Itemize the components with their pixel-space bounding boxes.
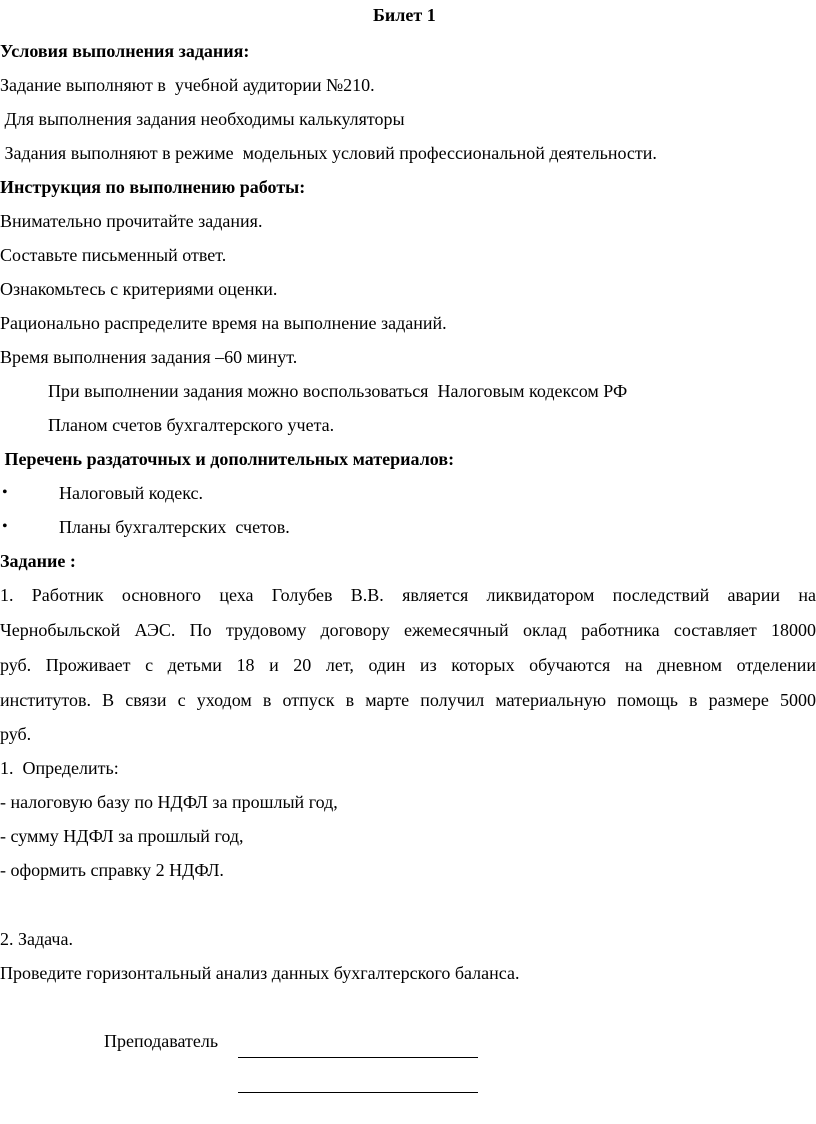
conditions-line-room: Задание выполняют в учебной аудитории №210. bbox=[0, 75, 375, 95]
materials-heading: Перечень раздаточных и дополнительных материалов: bbox=[0, 449, 455, 469]
ticket-title: Билет 1 bbox=[373, 5, 436, 25]
instruction-duration: Время выполнения задания –60 минут. bbox=[0, 347, 298, 367]
task-problem-line: руб. Проживает с детьми 18 и 20 лет, один из которых обучаются на дневном отделении bbox=[0, 655, 816, 675]
instruction-tax-code: При выполнении задания можно воспользоваться Налоговым кодексом РФ bbox=[48, 381, 628, 401]
task-problem-line: руб. bbox=[0, 724, 32, 744]
teacher-label: Преподаватель bbox=[104, 1031, 219, 1051]
instructions-heading: Инструкция по выполнению работы: bbox=[0, 177, 306, 197]
task-item-tax-base: - налоговую базу по НДФЛ за прошлый год, bbox=[0, 792, 338, 812]
signature-line bbox=[238, 1057, 478, 1058]
task-heading: Задание : bbox=[0, 551, 76, 571]
materials-list-item bbox=[0, 516, 816, 538]
instruction-read: Внимательно прочитайте задания. bbox=[0, 211, 263, 231]
bullet-icon: • bbox=[2, 484, 8, 501]
conditions-line-calculators: Для выполнения задания необходимы калькуляторы bbox=[0, 109, 405, 129]
instruction-criteria: Ознакомьтесь с критериями оценки. bbox=[0, 279, 278, 299]
bullet-icon: • bbox=[2, 518, 8, 535]
material-tax-code: Налоговый кодекс. bbox=[59, 483, 204, 503]
instruction-time-distribution: Рационально распределите время на выполнение заданий. bbox=[0, 313, 447, 333]
task-problem-line: 1. Работник основного цеха Голубев В.В. является ликвидатором последствий аварии на bbox=[0, 585, 816, 605]
task-problem-line: Чернобыльской АЭС. По трудовому договору ежемесячный оклад работника составляет 18000 bbox=[0, 620, 816, 640]
task-item-tax-amount: - сумму НДФЛ за прошлый год, bbox=[0, 826, 244, 846]
signature-line bbox=[238, 1092, 478, 1093]
task2-title: 2. Задача. bbox=[0, 929, 73, 949]
conditions-line-mode: Задания выполняют в режиме модельных условий профессиональной деятельности. bbox=[0, 143, 657, 163]
task-problem-line: институтов. В связи с уходом в отпуск в марте получил материальную помощь в размере 5000 bbox=[0, 690, 816, 710]
conditions-heading: Условия выполнения задания: bbox=[0, 41, 250, 61]
materials-list-item bbox=[0, 482, 816, 504]
task-determine: 1. Определить: bbox=[0, 758, 119, 778]
instruction-answer: Составьте письменный ответ. bbox=[0, 245, 227, 265]
task-item-certificate: - оформить справку 2 НДФЛ. bbox=[0, 860, 224, 880]
task2-text: Проведите горизонтальный анализ данных бухгалтерского баланса. bbox=[0, 963, 520, 983]
material-charts: Планы бухгалтерских счетов. bbox=[59, 517, 290, 537]
instruction-chart-of-accounts: Планом счетов бухгалтерского учета. bbox=[48, 415, 335, 435]
